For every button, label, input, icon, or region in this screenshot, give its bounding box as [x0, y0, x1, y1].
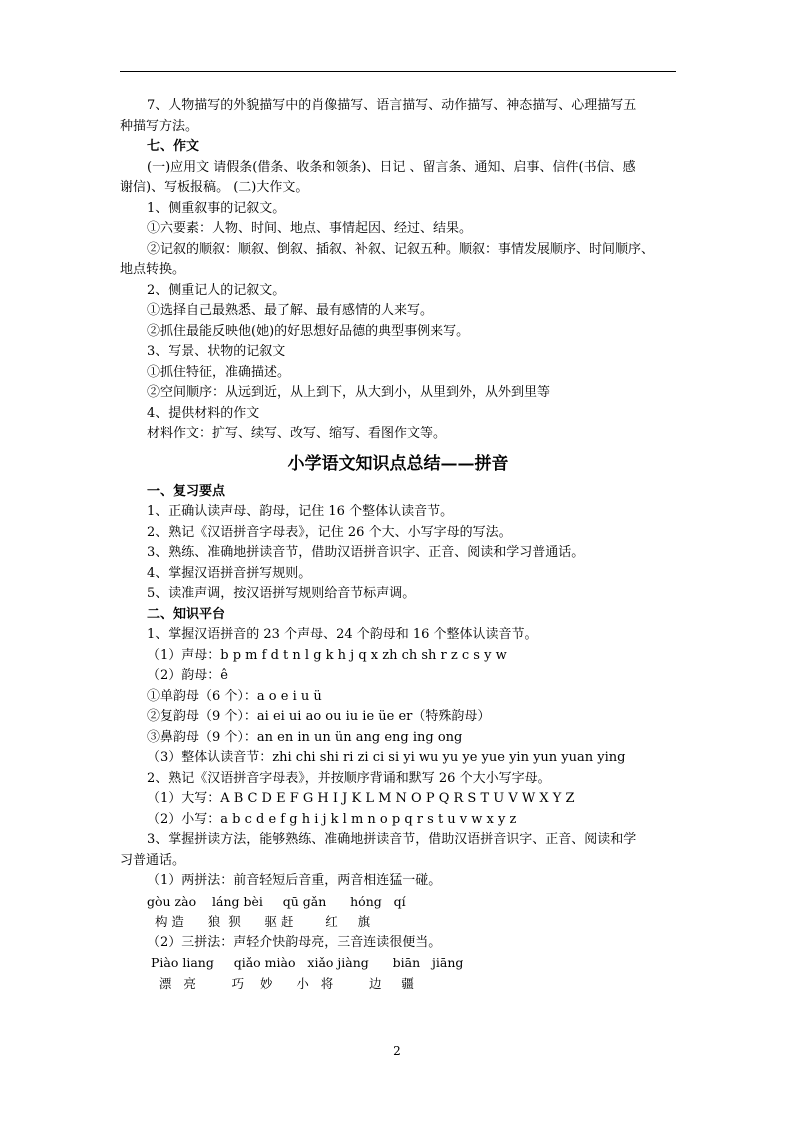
text-line: 构 造 狼 狈 驱 赶 红 旗	[147, 914, 371, 929]
text-line: ①选择自己最熟悉、最了解、最有感情的人来写。	[147, 303, 434, 318]
text-line: （2）韵母：ê	[147, 668, 228, 683]
text-line: 4、提供材料的作文	[147, 405, 260, 421]
text-line: （1）两拼法：前音轻短后音重，两音相连猛一碰。	[147, 873, 442, 888]
text-line: （2）小写：a b c d e f g h i j k l m n o p q r s t u v w x y z	[147, 811, 517, 827]
text-line: 4、掌握汉语拼音拼写规则。	[147, 565, 312, 581]
text-line: Piào liang qiǎo miào xiǎo jiàng biān jiāng	[147, 955, 464, 970]
text-line: 七、作文	[147, 139, 200, 154]
text-line: ③鼻韵母（9 个）：an en in un ün ang eng ing ong	[147, 729, 463, 745]
text-line: ②复韵母（9 个）：ai ei ui ao ou iu ie üe er（特殊韵母）	[147, 709, 491, 724]
composition-section	[120, 96, 676, 445]
text-line: 1、正确认读声母、韵母，记住 16 个整体认读音节。	[147, 504, 454, 519]
text-line: 2、熟记《汉语拼音字母表》，并按顺序背诵和默写 26 个大小写字母。	[147, 770, 551, 786]
text-line: 一、复习要点	[147, 483, 226, 499]
text-line: ①六要素：人物、时间、地点、事情起因、经过、结果。	[147, 221, 473, 236]
text-line: 习普通话。	[120, 852, 186, 868]
text-line: （1）声母：b p m f d t n l g k h j q x zh ch sh r z c s y w	[147, 647, 507, 663]
text-line: （1）大写：A B C D E F G H I J K L M N O P Q R S T U V W X Y Z	[147, 791, 575, 806]
text-line: 地点转换。	[120, 262, 186, 277]
text-line: 二、知识平台	[147, 606, 226, 622]
text-line: ①抓住特征，准确描述。	[147, 364, 291, 380]
text-line: ②抓住最能反映他(她)的好思想好品德的典型事例来写。	[147, 323, 470, 339]
text-line: 材料作文：扩写、续写、改写、缩写、看图作文等。	[147, 426, 447, 441]
text-line: （2）三拼法：声轻介快韵母亮，三音连读很便当。	[147, 934, 442, 950]
text-line: ②记叙的顺叙：顺叙、倒叙、插叙、补叙、记叙五种。顺叙：事情发展顺序、时间顺序、	[147, 241, 655, 257]
text-line: 谢信)、写板报稿。 (二)大作文。	[120, 180, 309, 195]
text-line: 1、侧重叙事的记叙文。	[147, 200, 286, 216]
text-line: 3、掌握拼读方法，能够熟练、准确地拼读音节，借助汉语拼音识字、正音、阅读和学	[147, 832, 637, 847]
text-line: 2、熟记《汉语拼音字母表》，记住 26 个大、小写字母的写法。	[147, 524, 512, 540]
text-line: gòu zào láng bèi qū gǎn hóng qí	[147, 893, 406, 909]
text-line: (一)应用文 请假条(借条、收条和领条)、日记 、留言条、通知、启事、信件(书信、感	[147, 159, 636, 175]
section-title: 小学语文知识点总结——拼音	[287, 453, 509, 474]
text-line: 3、熟练、准确地拼读音节，借助汉语拼音识字、正音、阅读和学习普通话。	[147, 545, 585, 560]
header-rule	[120, 71, 676, 72]
text-line: ①单韵母（6 个）：a o e i u ü	[147, 688, 322, 704]
text-line: 种描写方法。	[120, 118, 199, 134]
text-line: 7、人物描写的外貌描写中的肖像描写、语言描写、动作描写、神态描写、心理描写五	[147, 98, 637, 113]
pinyin-section	[120, 482, 676, 995]
text-line: 3、写景、状物的记叙文	[147, 344, 286, 359]
text-line: 漂 亮 巧 妙 小 将 边 疆	[147, 975, 414, 991]
text-line: ②空间顺序：从远到近，从上到下，从大到小，从里到外，从外到里等	[147, 385, 551, 400]
document-page	[120, 96, 676, 994]
text-line: 2、侧重记人的记叙文。	[147, 282, 286, 298]
text-line: 5、读准声调，按汉语拼写规则给音节标声调。	[147, 586, 416, 601]
page-number: 2	[393, 1044, 401, 1058]
text-line: 1、掌握汉语拼音的 23 个声母、24 个韵母和 16 个整体认读音节。	[147, 627, 538, 642]
text-line: （3）整体认读音节：zhi chi shi ri zi ci si yi wu yu ye yue yin yun yuan ying	[147, 750, 626, 765]
